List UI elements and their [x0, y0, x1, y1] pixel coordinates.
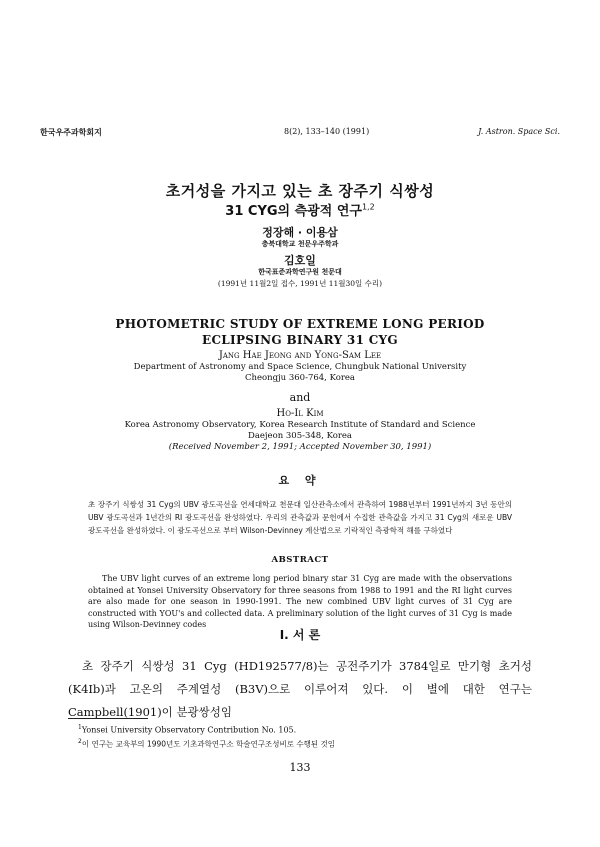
korean-abstract-text: 초 장주기 식쌍성 31 Cyg의 UBV 광도곡선을 연세대학교 천문대 일산관측소에서 관측하여 1988년부터 1991년까지 3년 동안의 UBV 광도곡선과 1년간의 RI 광도곡선을 완성하였다. 우리의 관측값과 문헌에서 수집한 관측값을 가지고 31 Cyg의 새로운 UBV 광도곡선을 완성하였다. 이 광도곡선으로 부터 Wilson-Devinney 계산법으로 기락적인 측광학적 해를 구하였다	[88, 500, 512, 535]
title-footnote-marks: 1,2	[361, 202, 375, 212]
korean-affiliation-2: 한국표준과학연구원 천문대	[258, 268, 342, 276]
korean-received-date: (1991년 11월2일 접수, 1991년 11월30일 수리)	[217, 279, 383, 288]
korean-authors-2: 김호일	[284, 254, 316, 267]
korean-abstract	[88, 498, 512, 537]
english-received-date: (Received November 2, 1991; Accepted November 30, 1991)	[168, 442, 432, 452]
korean-affiliation-1: 충북대학교 천문우주학과	[261, 240, 339, 248]
journal-name-korean: 한국우주과학회지	[40, 128, 102, 137]
introduction-paragraph: 초 장주기 식쌍성 31 Cyg (HD192577/8)는 공전주기가 3784일로 만기형 초거성 (K4Ib)과 고온의 주계열성 (B3V)으로 이루어져 있다. 이 별에 대한 연구는 Campbell(1901)이 분광쌍성임	[68, 659, 532, 719]
english-affiliation-2-line2: Daejeon 305-348, Korea	[248, 431, 352, 441]
english-affiliation-2-line1: Korea Astronomy Observatory, Korea Research Institute of Standard and Science	[124, 420, 476, 430]
abstract-heading: ABSTRACT	[271, 555, 329, 565]
korean-authors-1: 정장해 · 이용삼	[262, 226, 338, 239]
section-heading: I. 서 론	[279, 628, 321, 642]
footnote-1-mark: 1	[78, 724, 82, 731]
english-abstract	[88, 573, 512, 631]
journal-name-english: J. Astron. Space Sci.	[478, 127, 560, 136]
body-text	[68, 655, 532, 724]
volume-pages: 8(2), 133–140 (1991)	[284, 127, 370, 136]
english-title-line2: ECLIPSING BINARY 31 CYG	[202, 333, 398, 347]
english-authors-1: Jang Hae Jeong and Yong-Sam Lee	[218, 350, 382, 361]
footnote-2	[78, 738, 335, 750]
english-authors-2: Ho-Il Kim	[276, 408, 324, 419]
english-title-line1: PHOTOMETRIC STUDY OF EXTREME LONG PERIOD	[115, 317, 485, 331]
footnote-2-text: 이 연구는 교육부의 1990년도 기초과학연구소 학술연구조성비로 수행된 것임	[81, 739, 335, 749]
korean-title-line1: 초거성을 가지고 있는 초 장주기 식쌍성	[165, 182, 435, 200]
korean-title-line2	[0, 200, 600, 219]
and-separator: and	[289, 391, 311, 404]
footnote-rule	[68, 718, 148, 719]
english-abstract-text: The UBV light curves of an extreme long period binary star 31 Cyg are made with the observations obtained at Yonsei University Observatory for three seasons from 1988 to 1991 and the RI light curves are also made for one season in 1990-1991. The new combined UBV light curves of 31 Cyg are constructed with YOU's and collected data. A preliminary solution of the light curves of 31 Cyg is made using Wilson-Devinney codes	[88, 574, 512, 629]
english-affiliation-1-line2: Cheongju 360-764, Korea	[245, 373, 355, 383]
korean-abstract-heading: 요 약	[278, 474, 322, 487]
running-header	[40, 127, 560, 141]
footnote-1-text: Yonsei University Observatory Contribution No. 105.	[81, 725, 297, 735]
korean-title-line2-text: 31 CYG의 측광적 연구	[225, 204, 362, 219]
footnote-2-mark: 2	[78, 738, 82, 745]
footnote-1	[78, 724, 296, 735]
english-affiliation-1-line1: Department of Astronomy and Space Science, Chungbuk National University	[133, 362, 467, 372]
page-number: 133	[289, 761, 311, 774]
